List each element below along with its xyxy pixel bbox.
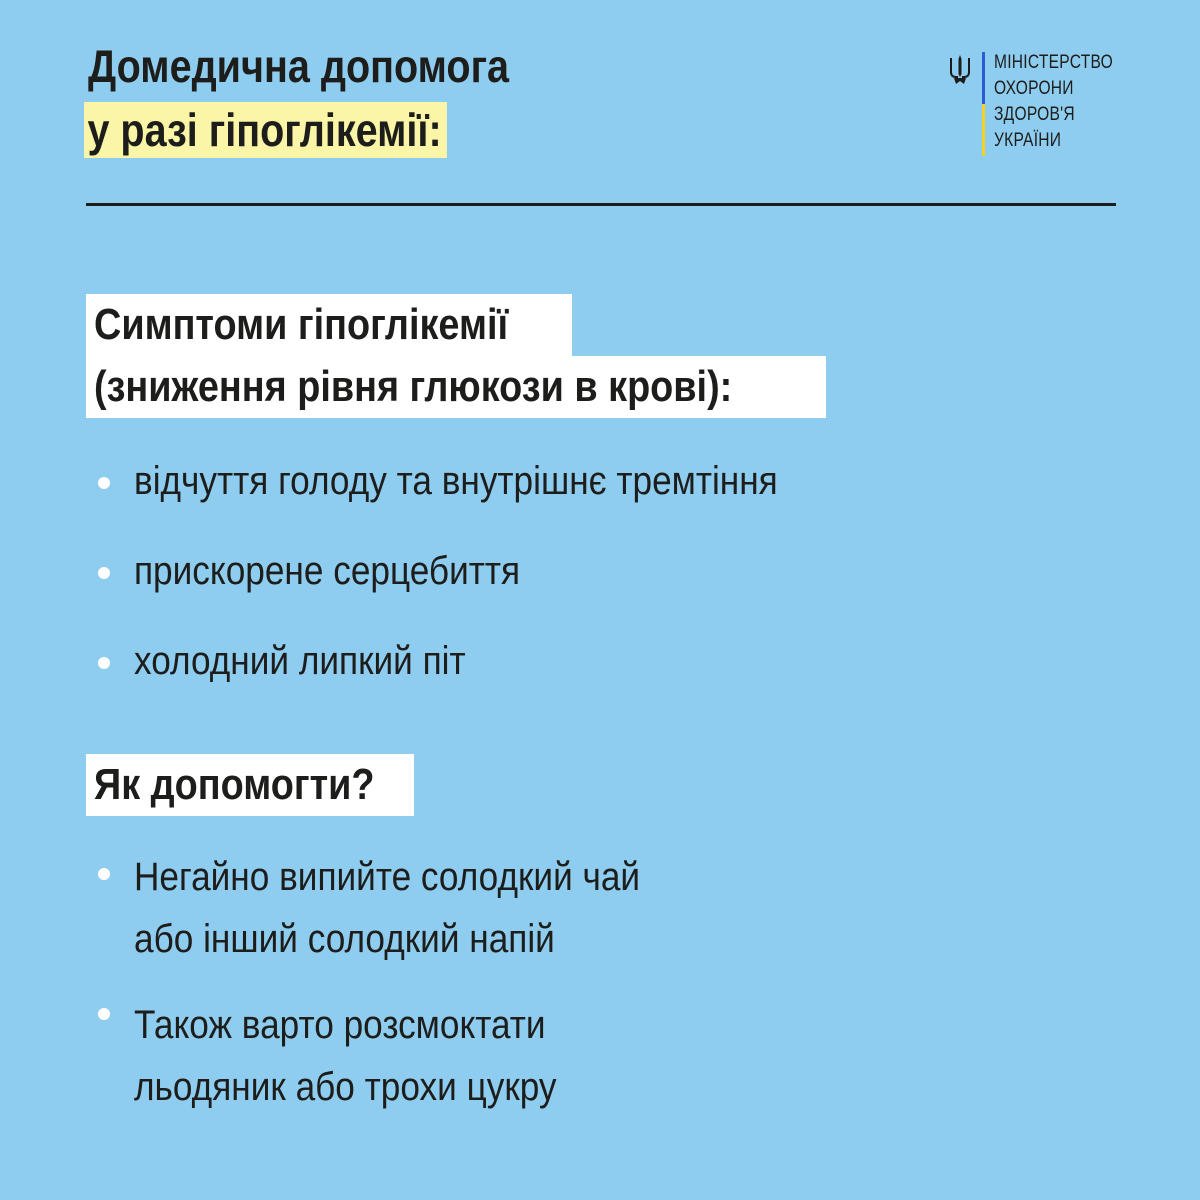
symptom-text: відчуття голоду та внутрішнє тремтіння	[134, 459, 778, 503]
bullet-dot-icon	[98, 868, 110, 880]
ministry-name-line: ЗДОРОВ'Я	[994, 104, 1075, 125]
symptoms-heading	[86, 294, 826, 418]
bullet-dot-icon	[98, 657, 110, 669]
symptom-text: прискорене серцебиття	[134, 549, 521, 593]
help-text-line: або інший солодкий напій	[134, 917, 555, 961]
help-text-line: Негайно випийте солодкий чай	[134, 855, 641, 899]
ministry-name-line: УКРАЇНИ	[994, 130, 1062, 151]
help-text	[134, 846, 640, 970]
trident-icon	[948, 54, 972, 86]
help-text-line: Також варто розсмоктати	[134, 1003, 546, 1047]
page-title-line-2-highlighted: у разі гіпоглікемії:	[84, 102, 447, 158]
help-text	[134, 994, 557, 1118]
help-text-line: льодяник або трохи цукру	[134, 1065, 557, 1109]
logo-divider-bar	[982, 52, 985, 156]
bullet-dot-icon	[98, 477, 110, 489]
ministry-name	[994, 50, 1113, 154]
help-heading-text: Як допомогти?	[94, 760, 375, 809]
help-heading	[86, 754, 414, 816]
ministry-name-line: МІНІСТЕРСТВО	[994, 52, 1113, 73]
page-title-line-1: Домедична допомога	[88, 40, 510, 92]
ministry-name-line: ОХОРОНИ	[994, 78, 1074, 99]
header-divider	[86, 203, 1116, 206]
bullet-dot-icon	[98, 1008, 110, 1020]
symptom-text: холодний липкий піт	[134, 639, 466, 683]
symptoms-heading-line-1: Симптоми гіпоглікемії	[94, 300, 509, 349]
symptoms-heading-line-2: (зниження рівня глюкози в крові):	[94, 362, 733, 411]
bullet-dot-icon	[98, 567, 110, 579]
